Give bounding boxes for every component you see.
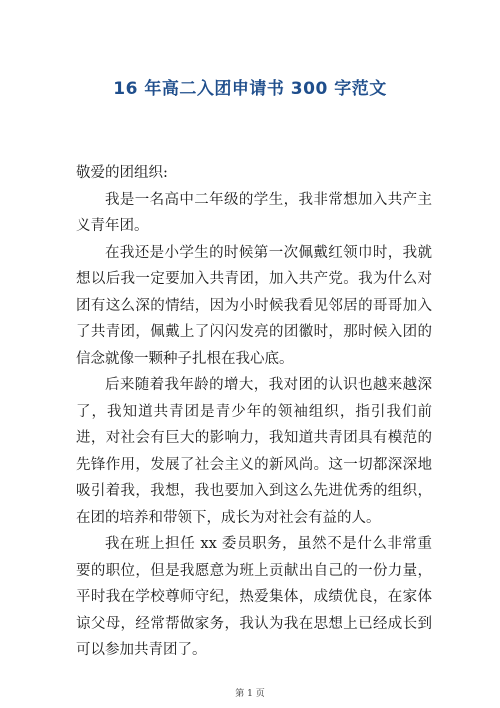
document-title: 16 年高二入团申请书 300 字范文	[113, 79, 387, 99]
page-number: 第 1 页	[235, 689, 265, 699]
paragraph-3: 后来随着我年龄的增大，我对团的认识也越来越深了，我知道共青团是青少年的领袖组织，指引我们前进，对社会有巨大的影响力，我知道共青团具有模范的先锋作用，发展了社会主义的新风尚。这一切都深深地吸引着我，我想，我也要加入到这么先进优秀的组织，在团的培养和带领下，成长为对社会有益的人。	[76, 377, 432, 526]
salutation: 敬爱的团组织:	[76, 165, 168, 181]
paragraph-1: 我是一名高中二年级的学生，我非常想加入共产主义青年团。	[76, 191, 432, 234]
paragraph-4: 我在班上担任 xx 委员职务，虽然不是什么非常重要的职位，但是我愿意为班上贡献出自己的一份力量，平时我在学校尊师守纪，热爱集体，成绩优良，在家体谅父母，经常帮做家务，我认为我在思想上已经成长到可以参加共青团了。	[76, 536, 432, 658]
document-body	[76, 160, 432, 664]
paragraph-2: 在我还是小学生的时候第一次佩戴红领巾时，我就想以后我一定要加入共青团，加入共产党。我为什么对团有这么深的情结，因为小时候我看见邻居的哥哥加入了共青团，佩戴上了闪闪发亮的团徽时，那时候入团的信念就像一颗种子扎根在我心底。	[76, 244, 432, 367]
